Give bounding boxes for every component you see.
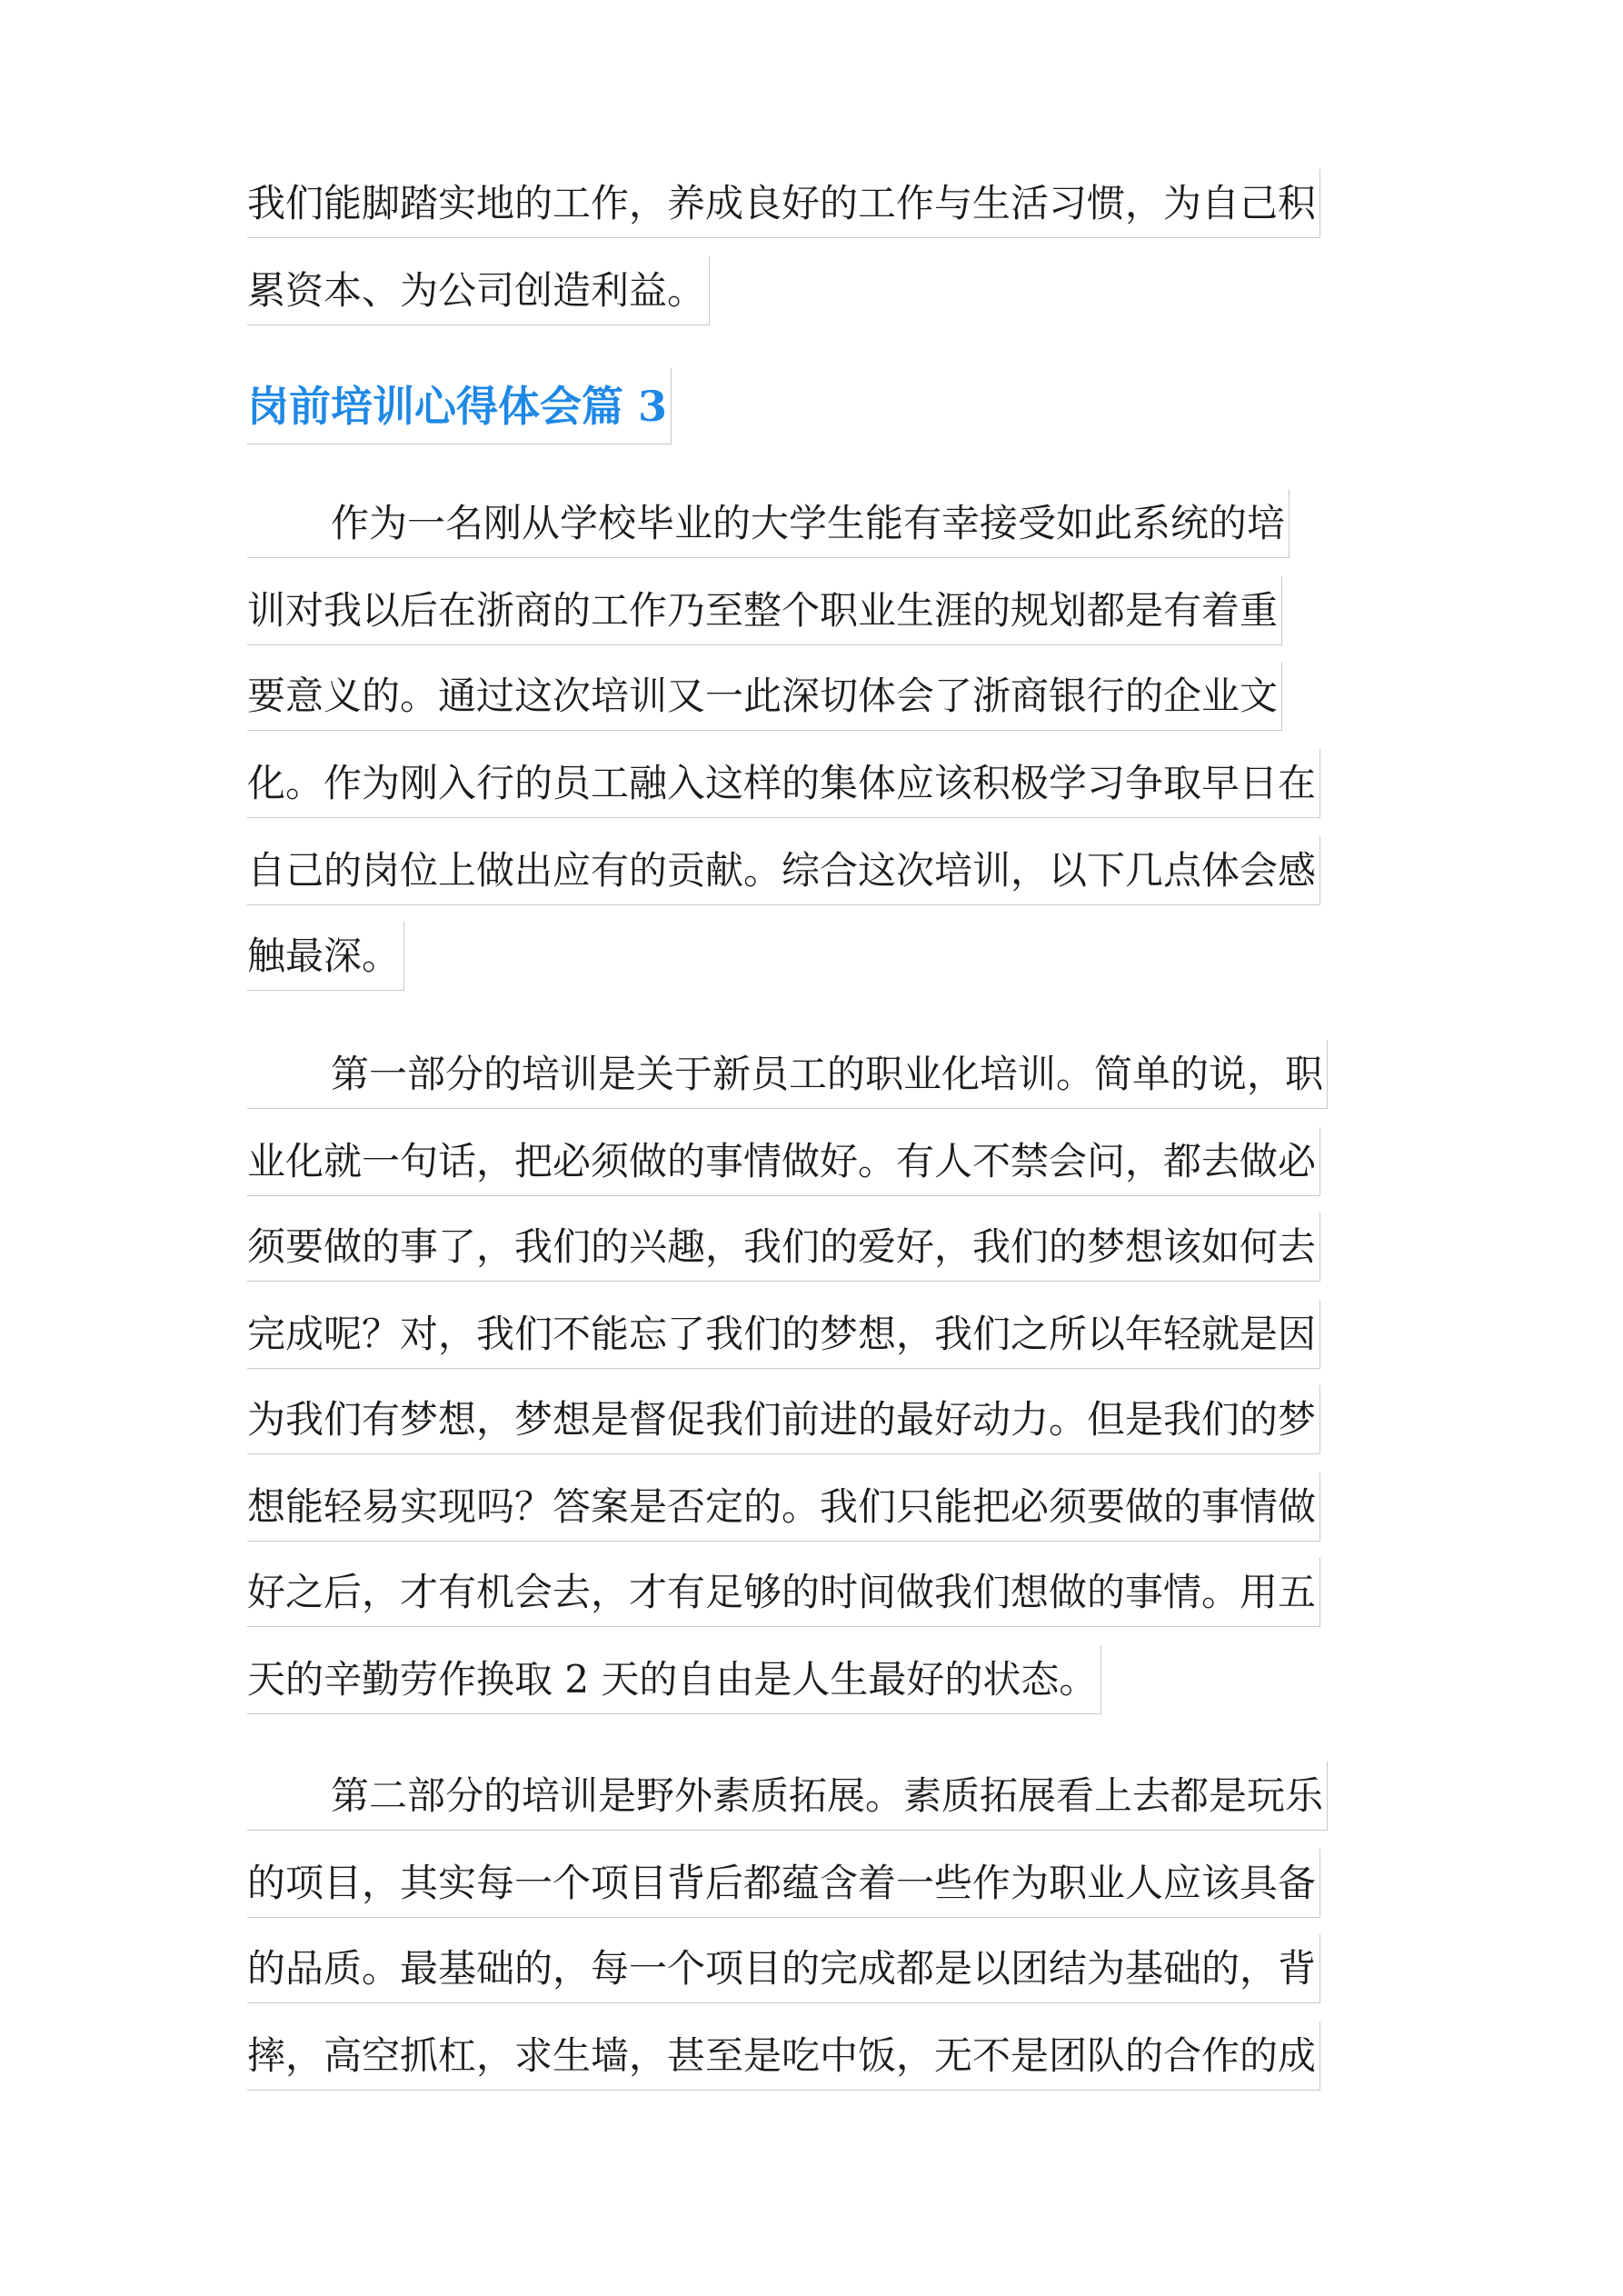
para3-line-2: 的项目，其实每一个项目背后都蕴含着一些作为职业人应该具备	[247, 1849, 1320, 1918]
para1-line-1: 作为一名刚从学校毕业的大学生能有幸接受如此系统的培	[247, 489, 1289, 558]
para2-line-6: 想能轻易实现吗？答案是否定的。我们只能把必须要做的事情做	[247, 1472, 1320, 1542]
para2-line-4: 完成呢？对，我们不能忘了我们的梦想，我们之所以年轻就是因	[247, 1300, 1320, 1369]
para2-line-8: 天的辛勤劳作换取 2 天的自由是人生最好的状态。	[247, 1645, 1101, 1714]
para2-line-1: 第一部分的培训是关于新员工的职业化培训。简单的说，职	[247, 1040, 1328, 1109]
para3-line-1: 第二部分的培训是野外素质拓展。素质拓展看上去都是玩乐	[247, 1762, 1328, 1831]
intro-line-1: 我们能脚踏实地的工作，养成良好的工作与生活习惯，为自己积	[247, 169, 1320, 238]
para3-line-3: 的品质。最基础的，每一个项目的完成都是以团结为基础的，背	[247, 1934, 1320, 2003]
intro-line-2: 累资本、为公司创造利益。	[247, 256, 710, 325]
section-heading: 岗前培训心得体会篇 3	[247, 368, 672, 444]
para1-line-5: 自己的岗位上做出应有的贡献。综合这次培训，以下几点体会感	[247, 836, 1320, 905]
para2-line-3: 须要做的事了，我们的兴趣，我们的爱好，我们的梦想该如何去	[247, 1213, 1320, 1282]
para3-line-4: 摔，高空抓杠，求生墙，甚至是吃中饭，无不是团队的合作的成	[247, 2021, 1320, 2091]
para1-line-2: 训对我以后在浙商的工作乃至整个职业生涯的规划都是有着重	[247, 576, 1282, 645]
para2-line-7: 好之后，才有机会去，才有足够的时间做我们想做的事情。用五	[247, 1558, 1320, 1627]
para1-line-6: 触最深。	[247, 922, 404, 991]
para1-line-3: 要意义的。通过这次培训又一此深切体会了浙商银行的企业文	[247, 662, 1282, 731]
para2-line-2: 业化就一句话，把必须做的事情做好。有人不禁会问，都去做必	[247, 1127, 1320, 1196]
para1-line-4: 化。作为刚入行的员工融入这样的集体应该积极学习争取早日在	[247, 749, 1320, 818]
para2-line-5: 为我们有梦想，梦想是督促我们前进的最好动力。但是我们的梦	[247, 1385, 1320, 1454]
